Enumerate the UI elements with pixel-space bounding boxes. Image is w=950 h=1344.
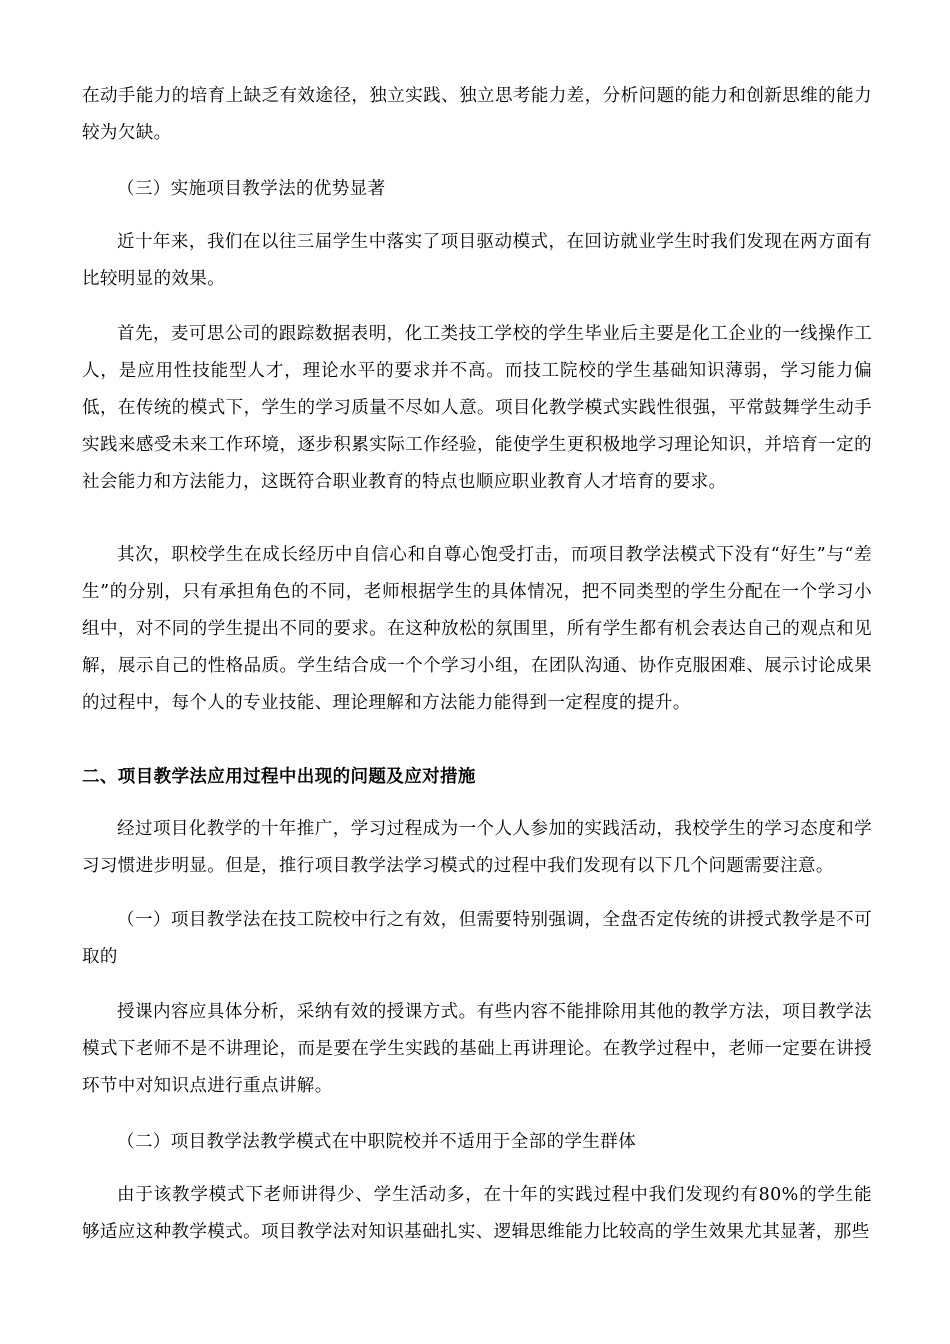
paragraph-recent-decade: 近十年来，我们在以往三届学生中落实了项目驱动模式，在回访就业学生时我们发现在两方面有比较明显的效果。 (82, 232, 872, 289)
subheading-2: （二）项目教学法教学模式在中职院校并不适用于全部的学生群体 (117, 1132, 637, 1152)
paragraph-80-percent: 由于该教学模式下老师讲得少、学生活动多，在十年的实践过程中我们发现约有80%的学生能够适应这种教学模式。项目教学法对知识基础扎实、逻辑思维能力比较高的学生效果尤其显著，那些 (82, 1185, 872, 1242)
section-heading-2: 二、项目教学法应用过程中出现的问题及应对措施 (82, 767, 476, 787)
subheading-3: （三）实施项目教学法的优势显著 (117, 179, 386, 199)
paragraph-teaching-content: 授课内容应具体分析，采纳有效的授课方式。有些内容不能排除用其他的教学方法，项目教学法模式下老师不是不讲理论，而是要在学生实践的基础上再讲理论。在教学过程中，老师一定要在讲授环节中对知识点进行重点讲解。 (82, 1002, 872, 1096)
paragraph-second: 其次，职校学生在成长经历中自信心和自尊心饱受打击，而项目教学法模式下没有“好生”与“差生”的分别，只有承担角色的不同，老师根据学生的具体情况，把不同类型的学生分配在一个学习小组中，对不同的学生提出不同的要求。在这种放松的氛围里，所有学生都有机会表达自己的观点和见解，展示自己的性格品质。学生结合成一个个学习小组，在团队沟通、协作克服困难、展示讨论成果的过程中，每个人的专业技能、理论理解和方法能力能得到一定程度的提升。 (82, 545, 872, 713)
paragraph-continuation: 在动手能力的培育上缺乏有效途径，独立实践、独立思考能力差，分析问题的能力和创新思维的能力较为欠缺。 (82, 86, 872, 143)
subheading-1: （一）项目教学法在技工院校中行之有效，但需要特别强调，全盘否定传统的讲授式教学是不可取的 (82, 910, 872, 967)
paragraph-promotion: 经过项目化教学的十年推广，学习过程成为一个人人参加的实践活动，我校学生的学习态度和学习习惯进步明显。但是，推行项目教学法学习模式的过程中我们发现有以下几个问题需要注意。 (82, 819, 872, 876)
paragraph-first: 首先，麦可思公司的跟踪数据表明，化工类技工学校的学生毕业后主要是化工企业的一线操作工人，是应用性技能型人才，理论水平的要求并不高。而技工院校的学生基础知识薄弱，学习能力偏低，在传统的模式下，学生的学习质量不尽如人意。项目化教学模式实践性很强，平常鼓舞学生动手实践来感受未来工作环境，逐步积累实际工作经验，能使学生更积极地学习理论知识，并培育一定的社会能力和方法能力，这既符合职业教育的特点也顺应职业教育人才培育的要求。 (82, 324, 872, 492)
